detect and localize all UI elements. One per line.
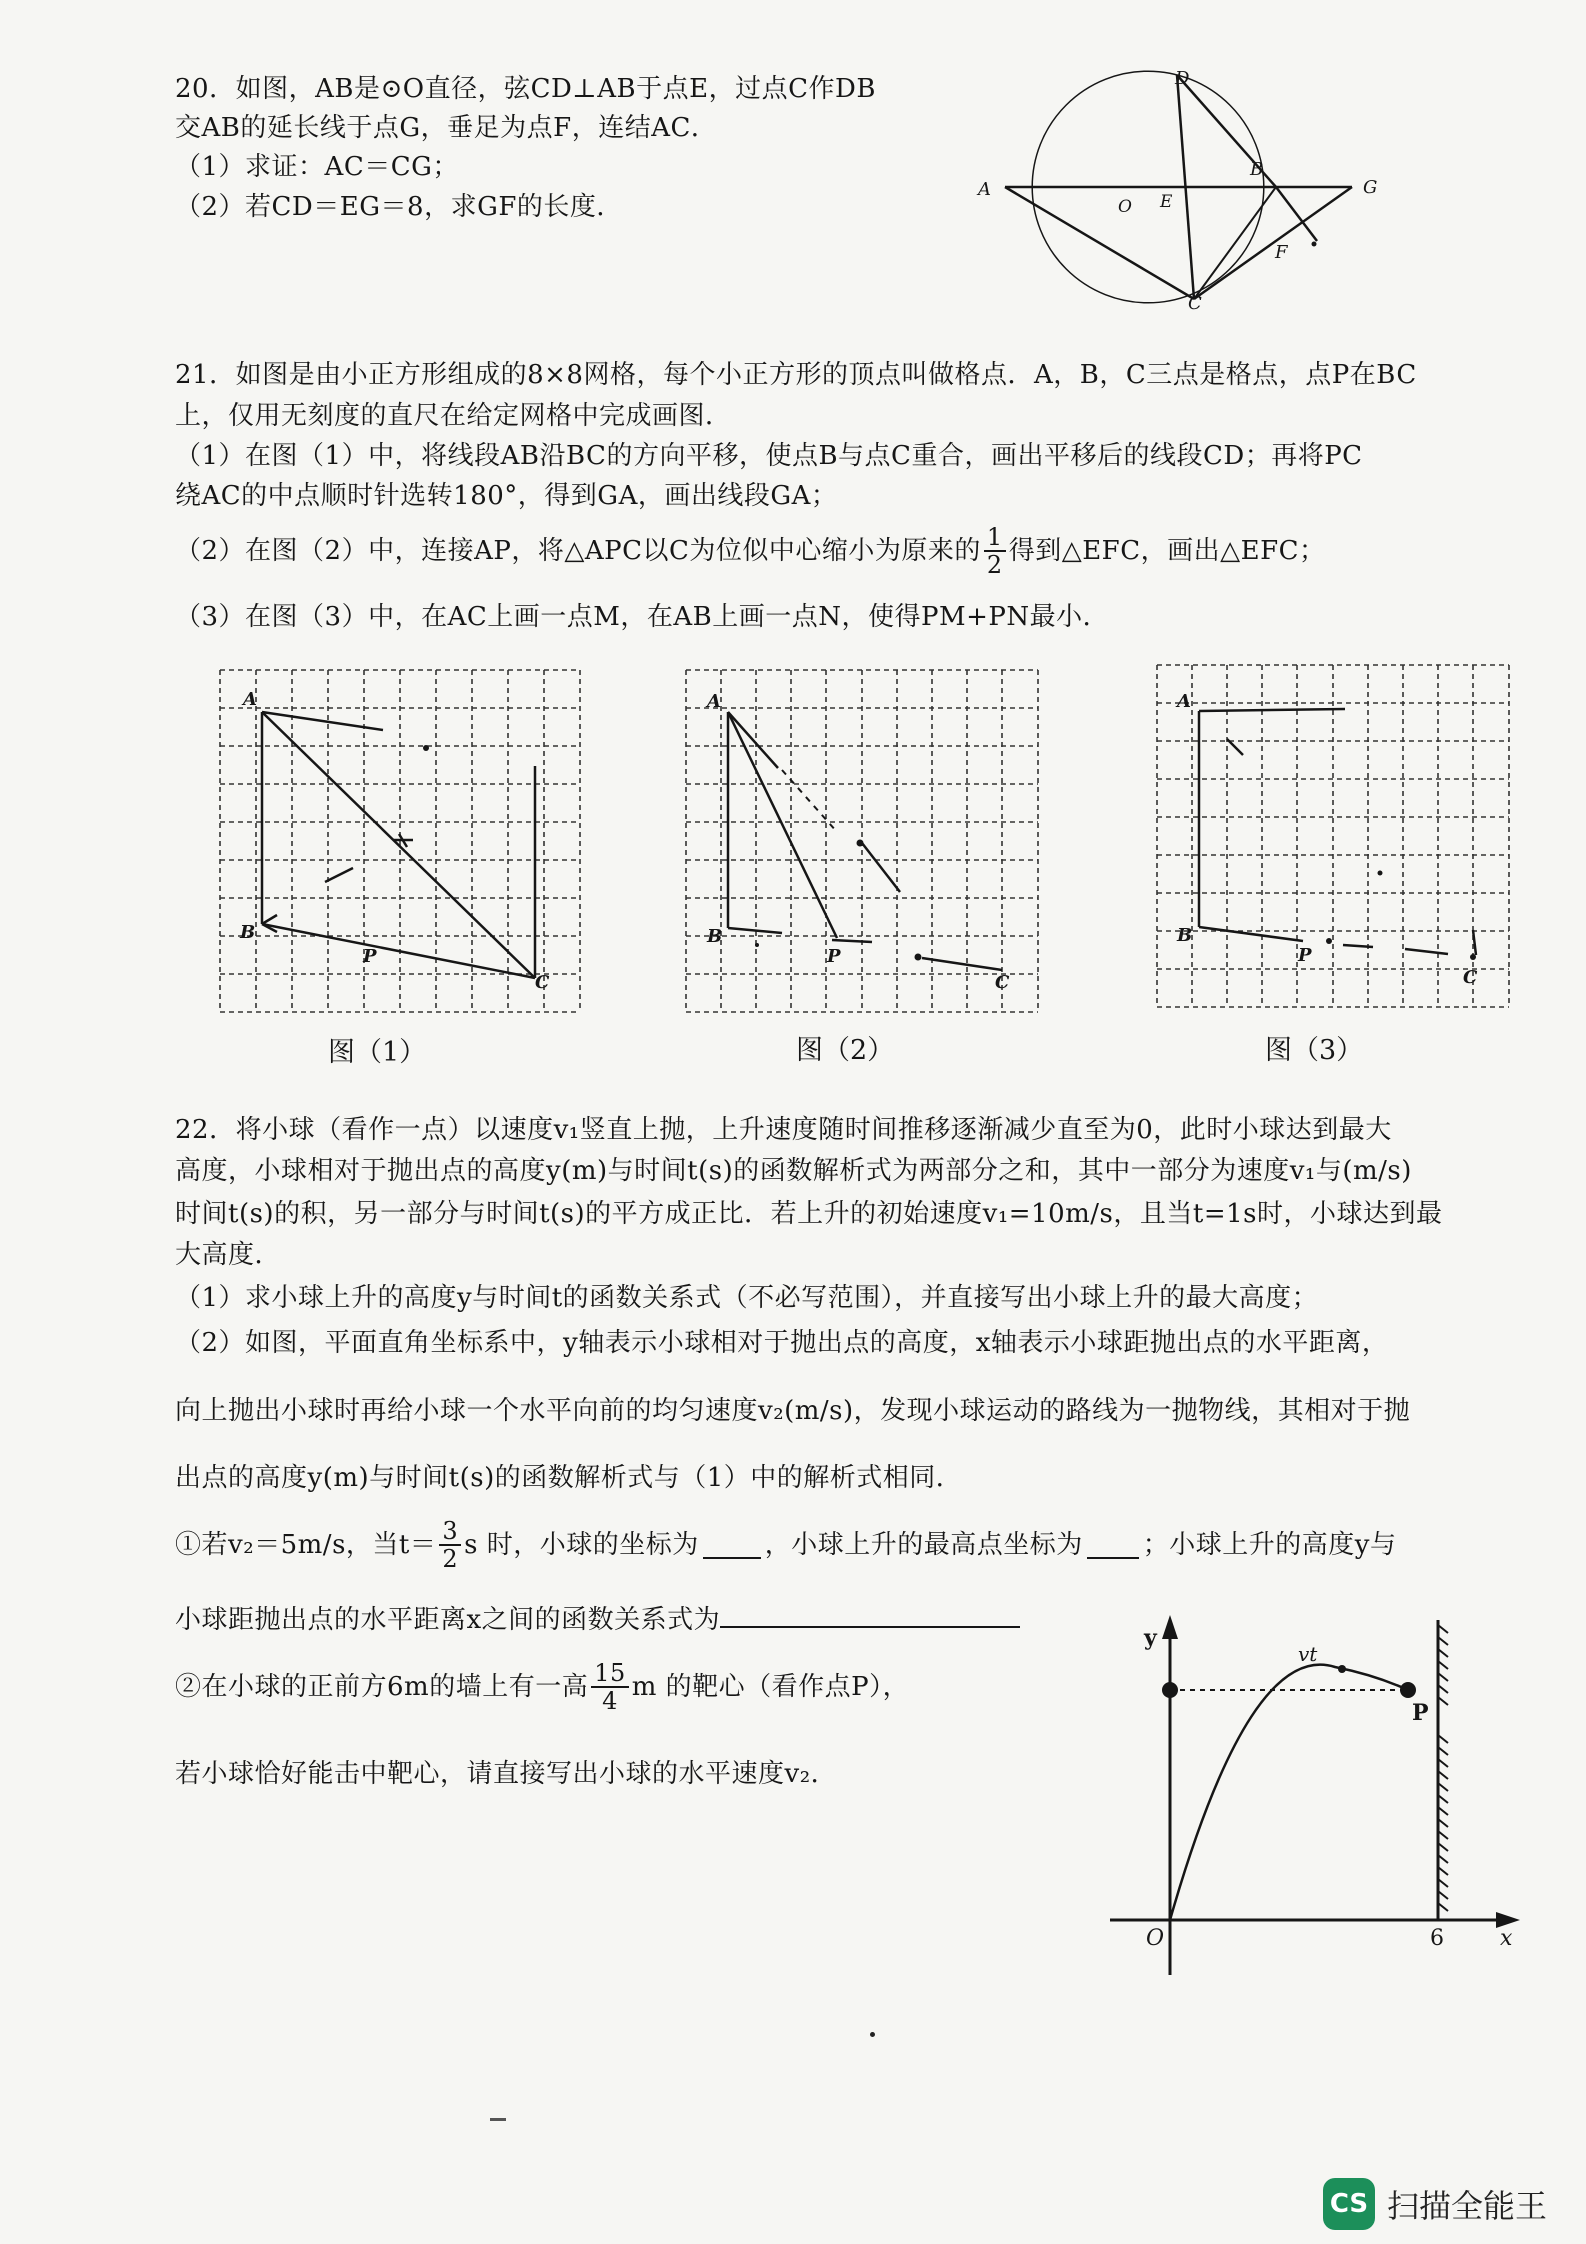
segment-cb [1194, 187, 1276, 299]
segment-cg [1194, 187, 1352, 299]
stray-dot [1312, 242, 1317, 247]
q21-line-3: （1）在图（1）中，将线段AB沿BC的方向平移，使点B与点C重合，画出平移后的线段CD；再将PC [175, 441, 1363, 471]
q22-parabola-graph [1100, 1605, 1540, 1985]
caption-figure-3: 图（3） [1265, 1035, 1364, 1066]
answer-blank-coordinate[interactable] [703, 1531, 761, 1559]
x-axis-label: x [1500, 1926, 1513, 1951]
grid-figure-2 [672, 660, 1052, 1020]
drawn-lines-3 [1199, 709, 1476, 955]
scan-speck [870, 2032, 875, 2037]
q22-line-1: 22．将小球（看作一点）以速度v₁竖直上抛，上升速度随时间推移逐渐减少直至为0，此时小球达到最大 [175, 1115, 1392, 1145]
q21-line-4: 绕AC的中点顺时针选转180°，得到GA，画出线段GA； [175, 481, 838, 511]
dot-2b [915, 954, 922, 961]
fraction-num: 15 [591, 1660, 629, 1688]
fraction-fifteen-quarters [591, 1660, 629, 1714]
fraction-den: 4 [602, 1687, 618, 1715]
q21-line-5-pre: （2）在图（2）中，连接AP，将△APC以C为位似中心缩小为原来的 [175, 536, 981, 566]
q22-line-4: 大高度． [175, 1240, 282, 1270]
q20-line-3: （1）求证：AC＝CG； [175, 152, 459, 182]
q21-line-2: 上，仅用无刻度的直尺在给定网格中完成画图． [175, 401, 732, 431]
camscanner-logo-icon: CS [1323, 2178, 1375, 2230]
q20-circle-diagram [960, 55, 1400, 325]
label-b-2: B [707, 926, 723, 947]
label-c-1: C [535, 972, 550, 993]
label-b-3: B [1177, 925, 1193, 946]
label-c-3: C [1463, 967, 1478, 988]
origin-label: O [1146, 1926, 1165, 1951]
q22-line-9 [175, 1518, 1396, 1572]
q20-line-1: 20．如图，AB是⊙O直径，弦CD⊥AB于点E，过点C作DB [175, 74, 876, 104]
label-a-2: A [707, 691, 721, 712]
dot-3c [1470, 954, 1476, 960]
q20-line-2: 交AB的延长线于点G，垂足为点F，连结AC． [175, 113, 718, 143]
q22-line-9-b: s 时，小球的坐标为 [464, 1530, 699, 1560]
dot-2c [755, 943, 759, 947]
label-d: D [1175, 68, 1190, 89]
q22-line-7: 向上抛出小球时再给小球一个水平向前的均匀速度v₂(m/s)，发现小球运动的路线为一抛物线，其相对于抛 [175, 1396, 1411, 1426]
q22-line-2: 高度，小球相对于抛出点的高度y(m)与时间t(s)的函数解析式为两部分之和，其中一部分为速度v₁与(m/s) [175, 1156, 1412, 1186]
scan-speck [490, 2118, 506, 2121]
parabola-path [1170, 1665, 1408, 1920]
scanner-watermark [1323, 2178, 1547, 2230]
label-b: B [1250, 159, 1264, 180]
q21-line-5-post: 得到△EFC，画出△EFC； [1008, 536, 1326, 566]
grid-figure-3 [1143, 655, 1523, 1015]
answer-blank-highest-point[interactable] [1087, 1531, 1139, 1559]
q22-line-9-a: ①若v₂＝5m/s，当t＝ [175, 1530, 437, 1560]
q22-line-12: 若小球恰好能击中靶心，请直接写出小球的水平速度v₂． [175, 1759, 838, 1789]
dot-1 [423, 745, 429, 751]
q21-line-6: （3）在图（3）中，在AC上画一点M，在AB上画一点N，使得PM+PN最小． [175, 602, 1110, 632]
drawn-lines-1 [262, 712, 535, 978]
fraction-num: 1 [984, 524, 1006, 552]
fraction-den: 2 [442, 1545, 459, 1573]
label-a: A [978, 179, 991, 200]
q22-line-8: 出点的高度y(m)与时间t(s)的函数解析式与（1）中的解析式相同． [175, 1463, 963, 1493]
q22-line-9-d: ；小球上升的高度y与 [1142, 1530, 1397, 1560]
watermark-text: 扫描全能王 [1387, 2187, 1548, 2225]
q20-line-4: （2）若CD＝EG＝8，求GF的长度． [175, 192, 623, 222]
y-axis-label: y [1144, 1625, 1157, 1651]
dot-2a [857, 840, 864, 847]
label-c: C [1188, 293, 1202, 314]
q21-line-5 [175, 524, 1326, 578]
label-c-2: C [995, 972, 1010, 993]
drawn-lines-2 [728, 712, 1002, 970]
q22-line-11-b: m 的靶心（看作点P）， [631, 1672, 910, 1702]
q22-line-10-text: 小球距抛出点的水平距离x之间的函数关系式为 [175, 1605, 721, 1635]
p-label: P [1412, 1700, 1429, 1726]
q22-line-5: （1）求小球上升的高度y与时间t的函数关系式（不必写范围），并直接写出小球上升的最大高度； [175, 1283, 1319, 1313]
y-axis-arrow [1162, 1615, 1178, 1639]
label-g: G [1363, 177, 1378, 198]
y-axis-point [1162, 1682, 1178, 1698]
q22-line-11 [175, 1660, 909, 1714]
dot-3a [1378, 871, 1383, 876]
answer-blank-function[interactable] [720, 1600, 1020, 1628]
label-p-3: P [1298, 945, 1312, 966]
fraction-three-halves [439, 1518, 461, 1572]
label-f: F [1275, 242, 1288, 263]
vt-label: vt [1298, 1642, 1318, 1666]
vertex-point [1338, 1665, 1346, 1673]
six-label: 6 [1430, 1926, 1444, 1951]
caption-figure-1: 图（1） [328, 1037, 427, 1068]
q22-line-11-a: ②在小球的正前方6m的墙上有一高 [175, 1672, 589, 1702]
label-b-1: B [240, 922, 256, 943]
q22-line-6: （2）如图，平面直角坐标系中，y轴表示小球相对于抛出点的高度，x轴表示小球距抛出点的水平距离， [175, 1328, 1389, 1358]
target-point-p [1400, 1682, 1416, 1698]
q22-line-3: 时间t(s)的积，另一部分与时间t(s)的平方成正比．若上升的初始速度v₁=10m/s，且当t=1s时，小球达到最 [175, 1199, 1443, 1229]
q22-line-10 [175, 1600, 1020, 1637]
q22-line-9-c: ，小球上升的最高点坐标为 [764, 1530, 1083, 1560]
label-a-1: A [243, 689, 257, 710]
fraction-half [984, 524, 1006, 578]
caption-figure-2: 图（2） [796, 1035, 895, 1066]
label-p-1: P [363, 946, 377, 967]
dot-3b [1326, 938, 1332, 944]
grid-lines-3 [1157, 665, 1509, 1007]
label-p-2: P [827, 946, 841, 967]
label-o: O [1118, 197, 1132, 217]
label-e: E [1160, 192, 1173, 212]
fraction-den: 2 [986, 551, 1003, 579]
label-a-3: A [1177, 691, 1191, 712]
fraction-num: 3 [439, 1518, 461, 1546]
q21-line-1: 21．如图是由小正方形组成的8×8网格，每个小正方形的顶点叫做格点．A，B，C三点是格点，点P在BC [175, 360, 1417, 390]
grid-figure-1 [205, 660, 595, 1020]
segment-bf [1276, 187, 1317, 241]
